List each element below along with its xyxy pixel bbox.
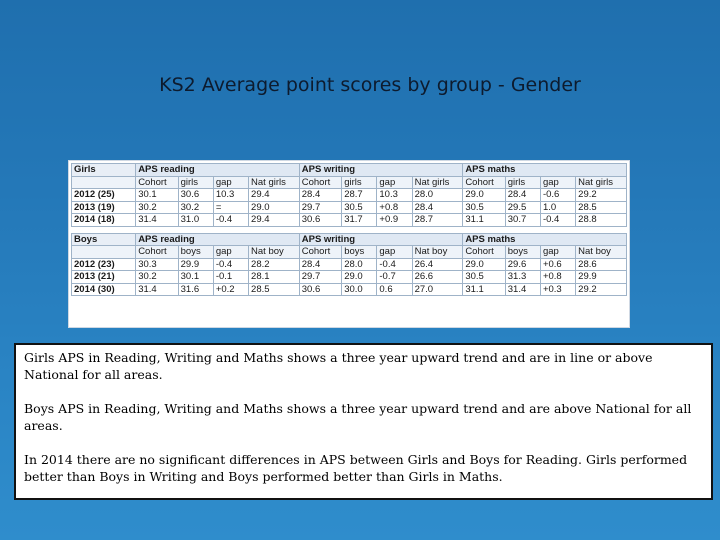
table-cell: 30.2 bbox=[136, 201, 178, 214]
table-cell: -0.1 bbox=[213, 271, 248, 284]
table-cell: 30.5 bbox=[342, 201, 377, 214]
group-label: Boys bbox=[72, 233, 136, 246]
column-header: boys bbox=[178, 246, 213, 259]
table-cell: 31.4 bbox=[505, 283, 540, 296]
column-header: boys bbox=[342, 246, 377, 259]
table-cell: 27.0 bbox=[412, 283, 463, 296]
section-header-row bbox=[72, 164, 627, 177]
column-header: Cohort bbox=[299, 176, 341, 189]
table-cell: +0.2 bbox=[213, 283, 248, 296]
table-row bbox=[72, 214, 627, 227]
column-header: Cohort bbox=[463, 246, 505, 259]
girls-table-body bbox=[72, 164, 627, 227]
table-cell: 31.3 bbox=[505, 271, 540, 284]
section-header: APS maths bbox=[463, 233, 627, 246]
table-cell: 28.5 bbox=[249, 283, 300, 296]
table-row bbox=[72, 258, 627, 271]
column-header: girls bbox=[505, 176, 540, 189]
scores-table-panel bbox=[68, 160, 630, 328]
column-header: gap bbox=[213, 246, 248, 259]
table-cell: +0.6 bbox=[540, 258, 575, 271]
table-cell: 29.2 bbox=[576, 189, 627, 202]
column-header-blank bbox=[72, 176, 136, 189]
table-cell: 30.6 bbox=[178, 189, 213, 202]
section-header: APS maths bbox=[463, 164, 627, 177]
table-row bbox=[72, 189, 627, 202]
column-header: gap bbox=[540, 176, 575, 189]
table-cell: 28.4 bbox=[412, 201, 463, 214]
column-header: Nat boy bbox=[249, 246, 300, 259]
table-cell: 29.7 bbox=[299, 201, 341, 214]
table-spacer bbox=[72, 226, 627, 233]
column-header-blank bbox=[72, 246, 136, 259]
column-header: Nat girls bbox=[412, 176, 463, 189]
column-header: gap bbox=[377, 176, 412, 189]
column-header: Nat boy bbox=[412, 246, 463, 259]
table-cell: 28.7 bbox=[412, 214, 463, 227]
summary-boys: Boys APS in Reading, Writing and Maths shows a three year upward trend and are above National for all areas. bbox=[24, 401, 692, 433]
table-row bbox=[72, 201, 627, 214]
table-cell: 10.3 bbox=[377, 189, 412, 202]
column-header: girls bbox=[342, 176, 377, 189]
table-cell: = bbox=[213, 201, 248, 214]
table-cell: 31.7 bbox=[342, 214, 377, 227]
column-header-row bbox=[72, 246, 627, 259]
table-cell: 30.3 bbox=[136, 258, 178, 271]
table-cell: 30.5 bbox=[463, 201, 505, 214]
table-cell: 30.0 bbox=[342, 283, 377, 296]
table-cell: -0.4 bbox=[213, 214, 248, 227]
row-label: 2012 (25) bbox=[72, 189, 136, 202]
table-cell: 26.6 bbox=[412, 271, 463, 284]
section-header: APS reading bbox=[136, 164, 300, 177]
column-header: Nat boy bbox=[576, 246, 627, 259]
table-cell: -0.4 bbox=[540, 214, 575, 227]
boys-table-body bbox=[72, 233, 627, 296]
table-cell: -0.7 bbox=[377, 271, 412, 284]
table-cell: -0.4 bbox=[213, 258, 248, 271]
table-cell: 31.1 bbox=[463, 214, 505, 227]
table-cell: 31.1 bbox=[463, 283, 505, 296]
table-cell: 29.9 bbox=[178, 258, 213, 271]
column-header: Cohort bbox=[136, 246, 178, 259]
table-cell: 30.7 bbox=[505, 214, 540, 227]
table-cell: 31.4 bbox=[136, 283, 178, 296]
row-label: 2014 (18) bbox=[72, 214, 136, 227]
table-cell: 29.4 bbox=[249, 189, 300, 202]
summary-box bbox=[14, 343, 713, 500]
table-cell: 0.6 bbox=[377, 283, 412, 296]
table-cell: 28.2 bbox=[249, 258, 300, 271]
summary-girls: Girls APS in Reading, Writing and Maths shows a three year upward trend and are in line or above National for all areas. bbox=[24, 350, 653, 382]
table-cell: 29.7 bbox=[299, 271, 341, 284]
row-label: 2012 (23) bbox=[72, 258, 136, 271]
table-cell: 10.3 bbox=[213, 189, 248, 202]
table-cell: 28.6 bbox=[576, 258, 627, 271]
table-cell: 29.0 bbox=[249, 201, 300, 214]
table-cell: 1.0 bbox=[540, 201, 575, 214]
table-cell: -0.6 bbox=[540, 189, 575, 202]
table-cell: 29.6 bbox=[505, 258, 540, 271]
table-cell: 28.0 bbox=[342, 258, 377, 271]
table-cell: 29.0 bbox=[463, 258, 505, 271]
table-cell: 30.5 bbox=[463, 271, 505, 284]
row-label: 2013 (19) bbox=[72, 201, 136, 214]
table-cell: 29.4 bbox=[249, 214, 300, 227]
table-cell: 30.1 bbox=[178, 271, 213, 284]
table-cell: 30.1 bbox=[136, 189, 178, 202]
table-cell: 29.0 bbox=[342, 271, 377, 284]
table-cell: 28.0 bbox=[412, 189, 463, 202]
table-row bbox=[72, 283, 627, 296]
table-cell: +0.3 bbox=[540, 283, 575, 296]
table-cell: 30.6 bbox=[299, 283, 341, 296]
table-cell: 28.7 bbox=[342, 189, 377, 202]
table-cell: 30.6 bbox=[299, 214, 341, 227]
group-label: Girls bbox=[72, 164, 136, 177]
column-header: Cohort bbox=[463, 176, 505, 189]
column-header: gap bbox=[377, 246, 412, 259]
table-cell: 28.1 bbox=[249, 271, 300, 284]
table-cell: 28.5 bbox=[576, 201, 627, 214]
column-header-row bbox=[72, 176, 627, 189]
slide-title: KS2 Average point scores by group - Gender bbox=[159, 74, 581, 96]
table-cell: 29.0 bbox=[463, 189, 505, 202]
column-header: Nat girls bbox=[249, 176, 300, 189]
section-header-row bbox=[72, 233, 627, 246]
table-cell: 31.6 bbox=[178, 283, 213, 296]
table-cell: 30.2 bbox=[178, 201, 213, 214]
table-cell: +0.8 bbox=[540, 271, 575, 284]
section-header: APS writing bbox=[299, 233, 463, 246]
table-cell: 26.4 bbox=[412, 258, 463, 271]
table-cell: 28.4 bbox=[299, 189, 341, 202]
table-cell: 31.0 bbox=[178, 214, 213, 227]
table-cell: 28.4 bbox=[299, 258, 341, 271]
row-label: 2013 (21) bbox=[72, 271, 136, 284]
table-cell: 29.5 bbox=[505, 201, 540, 214]
row-label: 2014 (30) bbox=[72, 283, 136, 296]
table-cell: -0.4 bbox=[377, 258, 412, 271]
table-cell: 29.2 bbox=[576, 283, 627, 296]
column-header: gap bbox=[213, 176, 248, 189]
section-header: APS reading bbox=[136, 233, 300, 246]
table-row bbox=[72, 271, 627, 284]
column-header: girls bbox=[178, 176, 213, 189]
column-header: Cohort bbox=[299, 246, 341, 259]
table-cell: 28.4 bbox=[505, 189, 540, 202]
table-cell: +0.9 bbox=[377, 214, 412, 227]
table-cell: 28.8 bbox=[576, 214, 627, 227]
column-header: boys bbox=[505, 246, 540, 259]
table-cell: 31.4 bbox=[136, 214, 178, 227]
table-cell: +0.8 bbox=[377, 201, 412, 214]
table-cell: 29.9 bbox=[576, 271, 627, 284]
column-header: Cohort bbox=[136, 176, 178, 189]
section-header: APS writing bbox=[299, 164, 463, 177]
table-cell: 30.2 bbox=[136, 271, 178, 284]
column-header: gap bbox=[540, 246, 575, 259]
summary-comparison: In 2014 there are no significant differences in APS between Girls and Boys for Reading. Girls performed better than Boys in Writing and Boys performed better than Girls in Maths. bbox=[24, 452, 688, 484]
column-header: Nat girls bbox=[576, 176, 627, 189]
scores-table bbox=[71, 163, 627, 296]
